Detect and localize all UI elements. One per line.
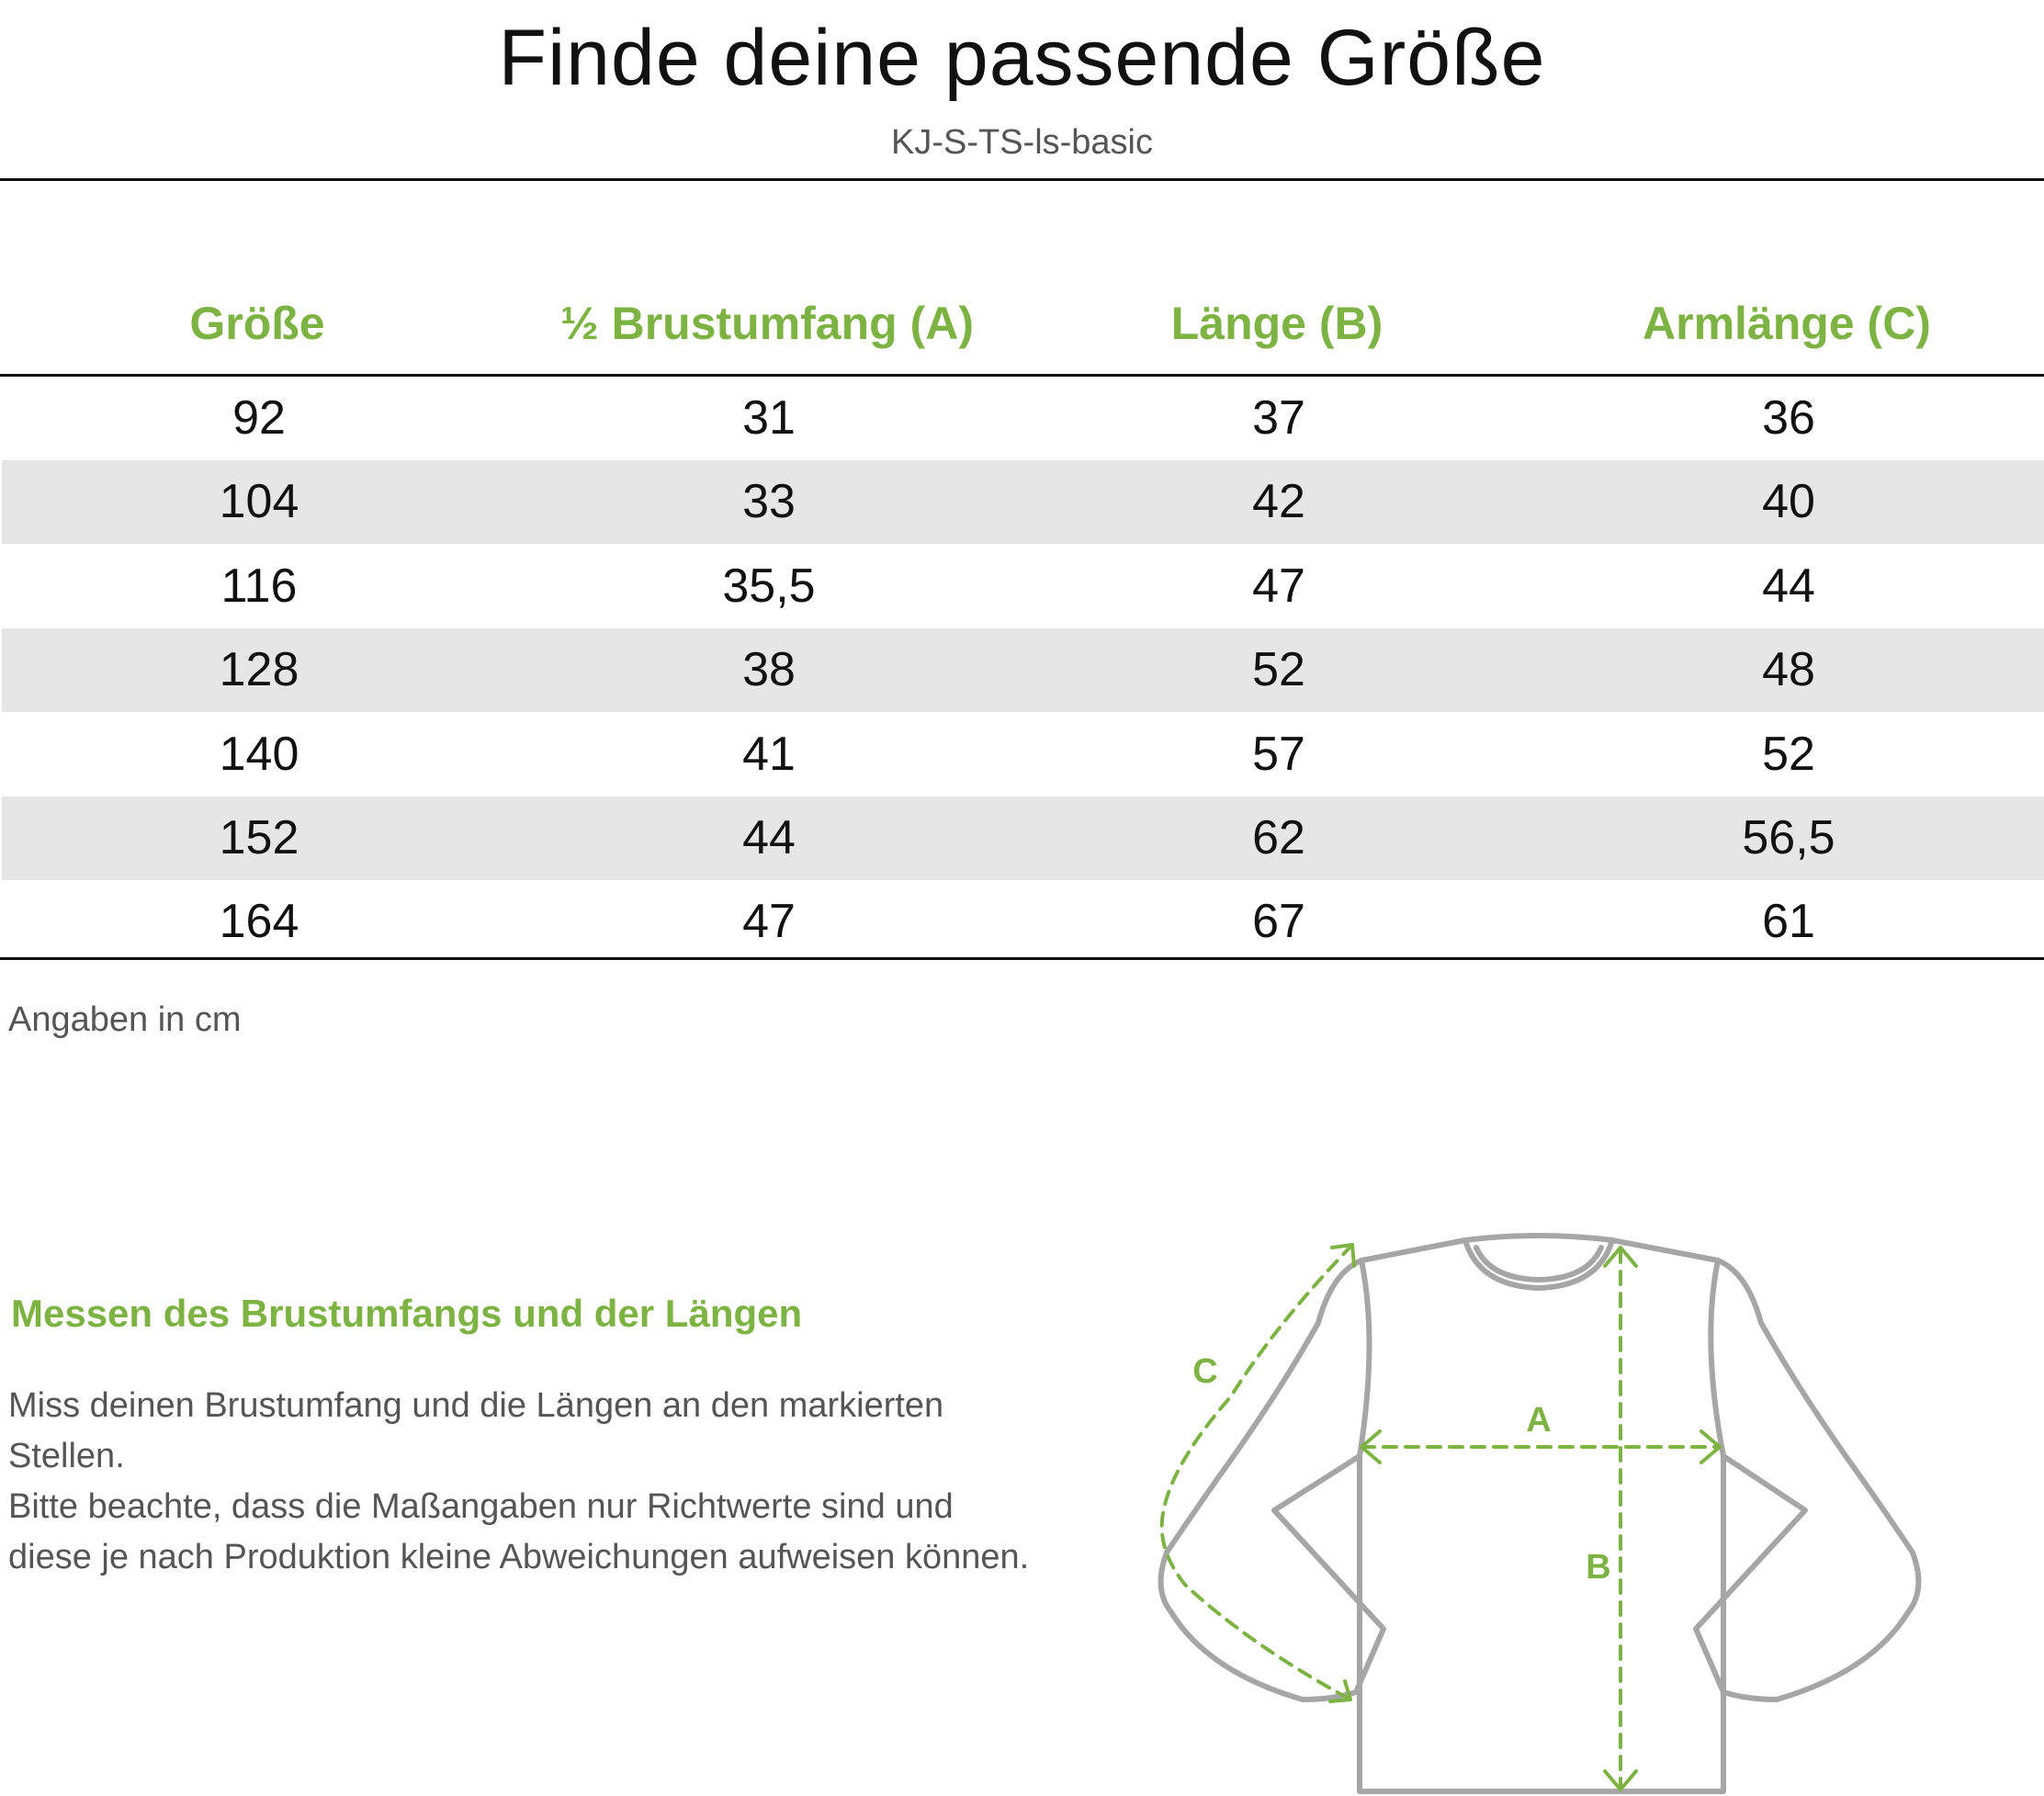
measure-instructions	[8, 1381, 1046, 1583]
page-title: Finde deine passende Größe	[498, 14, 1546, 102]
cell-half-chest: 44	[742, 811, 796, 864]
column-header-size: Größe	[189, 298, 325, 349]
measure-heading: Messen des Brustumfangs und der Längen	[11, 1292, 803, 1335]
cell-size: 128	[219, 643, 299, 697]
cell-size: 164	[219, 895, 299, 949]
table-row	[2, 628, 2044, 712]
table-row	[2, 796, 2044, 880]
product-code: KJ-S-TS-ls-basic	[890, 123, 1154, 162]
label-a: A	[1526, 1401, 1552, 1440]
cell-length: 42	[1252, 475, 1305, 529]
label-c: C	[1192, 1352, 1218, 1391]
cell-half-chest: 41	[742, 727, 796, 781]
table-row	[2, 377, 2044, 460]
measurement-arrowheads	[1330, 1245, 1720, 1790]
cell-length: 52	[1252, 643, 1305, 697]
table-row	[2, 545, 2044, 628]
cell-sleeve-length: 61	[1762, 895, 1815, 949]
table-row	[2, 880, 2044, 964]
measure-paragraph: Miss deinen Brustumfang und die Längen an den markierten Stellen.	[8, 1386, 944, 1475]
cell-size: 152	[219, 811, 299, 864]
cell-length: 47	[1252, 559, 1305, 613]
cell-size: 140	[219, 727, 299, 781]
column-header-sleeve-length: Armlänge (C)	[1643, 298, 1931, 349]
table-row	[2, 460, 2044, 544]
label-b: B	[1586, 1548, 1611, 1587]
cell-length: 62	[1252, 811, 1305, 864]
cell-length: 37	[1252, 391, 1305, 445]
shirt-measurement-diagram	[1148, 1222, 1938, 1796]
title-divider	[0, 178, 2044, 181]
cell-size: 92	[232, 391, 286, 445]
table-header-row	[0, 287, 2044, 360]
cell-half-chest: 31	[742, 391, 796, 445]
cell-sleeve-length: 40	[1762, 475, 1815, 529]
column-header-half-chest: ½ Brustumfang (A)	[560, 298, 974, 349]
table-bottom-divider	[0, 957, 2044, 960]
cell-sleeve-length: 56,5	[1742, 811, 1835, 864]
cell-half-chest: 33	[742, 475, 796, 529]
cell-half-chest: 47	[742, 895, 796, 949]
cell-sleeve-length: 48	[1762, 643, 1815, 697]
cell-sleeve-length: 36	[1762, 391, 1815, 445]
shirt-outline	[1161, 1236, 1919, 1791]
table-row	[2, 713, 2044, 796]
unit-note: Angaben in cm	[8, 1000, 242, 1039]
cell-size: 116	[220, 559, 298, 613]
cell-sleeve-length: 44	[1762, 559, 1815, 613]
cell-size: 104	[219, 475, 299, 529]
cell-length: 67	[1252, 895, 1305, 949]
cell-half-chest: 35,5	[722, 559, 816, 613]
column-header-length: Länge (B)	[1170, 298, 1383, 349]
cell-sleeve-length: 52	[1762, 727, 1815, 781]
cell-half-chest: 38	[742, 643, 796, 697]
cell-length: 57	[1252, 727, 1305, 781]
measure-paragraph: Bitte beachte, dass die Maßangaben nur Richtwerte sind und diese je nach Produktion kleine Abweichungen aufweisen können.	[8, 1487, 1030, 1576]
measurement-lines	[1162, 1245, 1720, 1787]
